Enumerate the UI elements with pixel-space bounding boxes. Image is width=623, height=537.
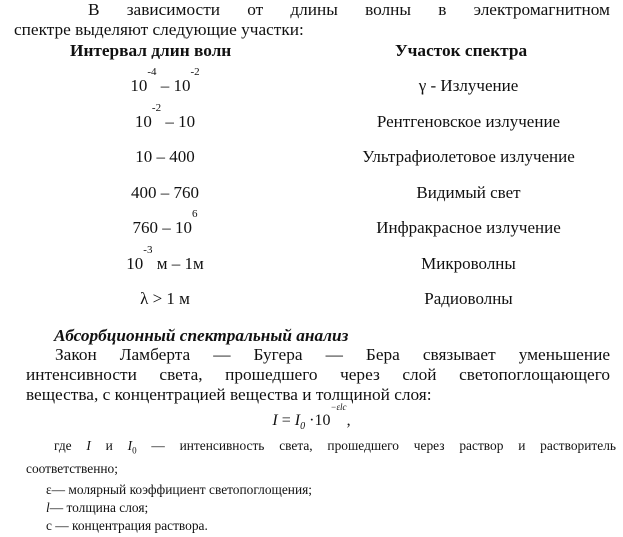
where-line-1 xyxy=(26,437,616,460)
formula-equals: = xyxy=(277,412,295,429)
formula-i0: I xyxy=(294,412,301,429)
where-i: I xyxy=(86,438,91,453)
table-header-interval: Интервал длин волн xyxy=(70,41,232,60)
formula-exponent: −εlc xyxy=(330,402,347,412)
definition-text: — толщина слоя; xyxy=(49,500,149,515)
table-row xyxy=(0,208,623,252)
law-line-1: Закон Ламберта — Бугера — Бера связывает уменьшение xyxy=(55,345,610,364)
formula-dot: ·10 xyxy=(305,412,331,429)
interval-base: 760 – 10 xyxy=(132,218,192,237)
definition-epsilon xyxy=(46,482,312,498)
table-row xyxy=(0,183,623,217)
interval-exp: -2 xyxy=(151,101,162,114)
section-title: Абсорбционный спектральный анализ xyxy=(54,326,349,345)
where-prefix: где xyxy=(54,438,87,453)
interval-cell xyxy=(0,243,330,274)
table-header-region: Участок спектра xyxy=(395,41,528,60)
where-i0: I xyxy=(127,438,133,453)
region-cell: Рентгеновское излучение xyxy=(376,111,561,131)
law-line-3: вещества, с концентрацией вещества и толщиной слоя: xyxy=(26,385,432,404)
definition-symbol: l xyxy=(46,500,50,515)
interval-cell xyxy=(0,101,330,132)
interval-mid: – 10 xyxy=(156,76,191,95)
interval-exp: -3 xyxy=(143,243,153,256)
where-and: и xyxy=(90,438,128,453)
where-paragraph xyxy=(26,437,616,478)
where-rest: — интенсивность света, прошедшего через раствор и растворитель xyxy=(136,438,616,453)
intro-line-2: спектре выделяют следующие участки: xyxy=(14,20,304,39)
region-cell: Инфракрасное излучение xyxy=(376,218,561,237)
region-cell: Ультрафиолетовое излучение xyxy=(362,147,575,166)
interval-base: 10 xyxy=(134,111,152,131)
formula-lhs: I xyxy=(272,412,278,429)
definition-text: — молярный коэффициент светопоглощения; xyxy=(51,482,313,497)
interval-cell xyxy=(0,289,330,309)
interval-base: 10 – 400 xyxy=(135,147,195,166)
region-cell: Видимый свет xyxy=(416,182,521,202)
intro-paragraph xyxy=(14,0,610,40)
interval-cell xyxy=(0,66,330,96)
interval-exp2: -2 xyxy=(190,66,200,78)
where-line-2: соответственно; xyxy=(26,460,118,476)
definition-l xyxy=(46,500,148,516)
region-cell: Радиоволны xyxy=(424,289,513,308)
interval-cell xyxy=(0,183,330,203)
definition-text: — концентрация раствора. xyxy=(51,518,208,533)
where-i0-sub: 0 xyxy=(132,445,137,456)
interval-mid: – 10 xyxy=(161,111,196,131)
law-paragraph xyxy=(26,345,610,405)
formula-i0-sub: 0 xyxy=(300,421,306,433)
table-row xyxy=(0,289,623,323)
definition-symbol: с xyxy=(46,518,52,533)
formula-comma: , xyxy=(346,412,351,429)
region-cell: Микроволны xyxy=(421,253,516,273)
table-row xyxy=(0,243,623,288)
region-cell: γ - Излучение xyxy=(418,76,519,95)
interval-cell xyxy=(0,208,330,238)
interval-exp: 6 xyxy=(192,208,198,220)
table-row xyxy=(0,66,623,110)
interval-exp: -4 xyxy=(147,66,157,78)
law-line-2: интенсивности света, прошедшего через слой светопоглощающего xyxy=(26,365,610,384)
intro-line-1: В зависимости от длины волны в электромагнитном xyxy=(88,0,610,19)
interval-base: 10 xyxy=(126,253,144,273)
table-row xyxy=(0,101,623,146)
interval-cell xyxy=(0,147,330,167)
definition-symbol: ε xyxy=(46,482,52,497)
interval-base: 400 – 760 xyxy=(131,182,199,202)
interval-base: 10 xyxy=(130,76,148,95)
interval-base: λ > 1 м xyxy=(140,289,190,308)
interval-mid: м – 1м xyxy=(152,253,204,273)
definition-c xyxy=(46,518,208,534)
table-row xyxy=(0,147,623,181)
